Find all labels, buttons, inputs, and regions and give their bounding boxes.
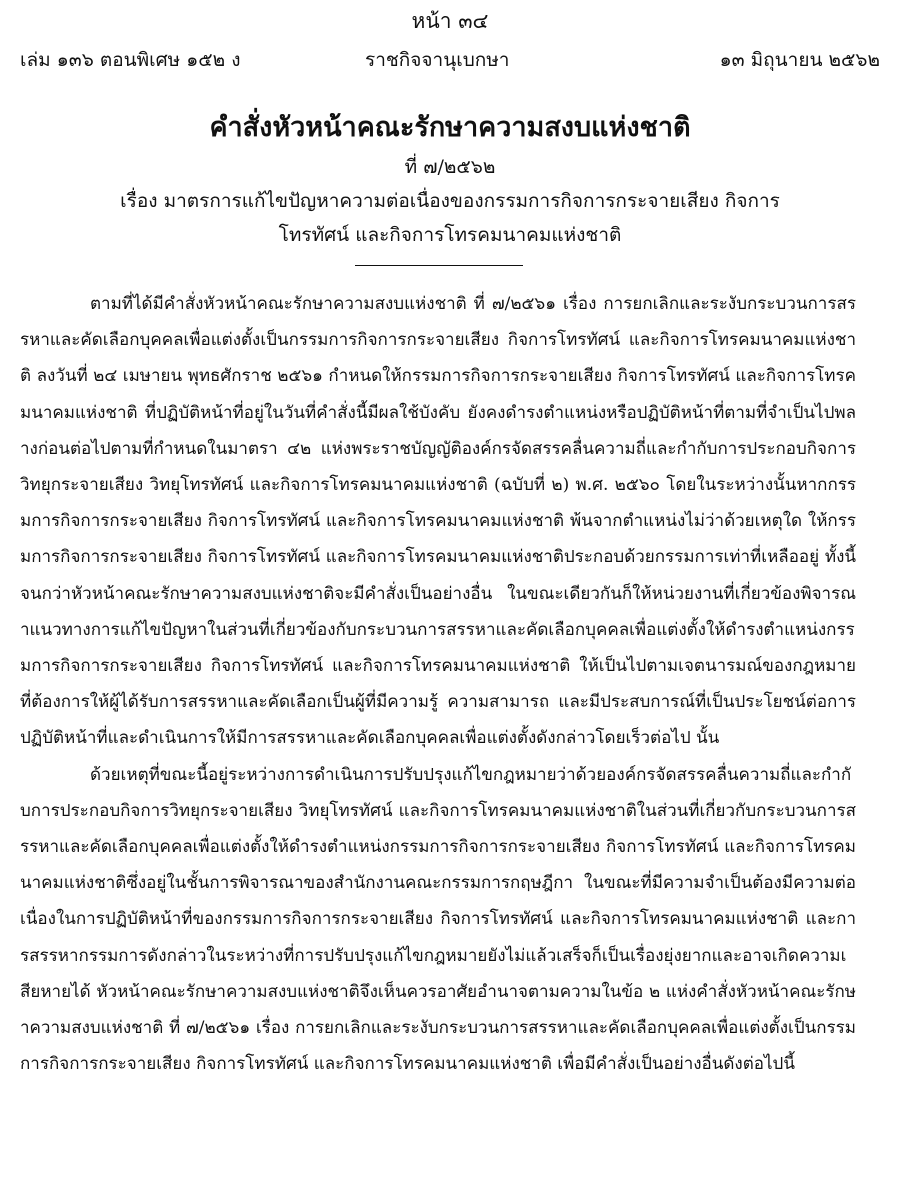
order-body (20, 286, 856, 1082)
title-divider (355, 265, 523, 266)
gazette-header (20, 44, 880, 76)
publication-date: ๑๓ มิถุนายน ๒๕๖๒ (719, 49, 880, 71)
order-number: ที่ ๗/๒๕๖๒ (404, 156, 496, 178)
body-paragraph-1: ตามที่ได้มีคำสั่งหัวหน้าคณะรักษาความสงบแห่งชาติ ที่ ๗/๒๕๖๑ เรื่อง การยกเลิกและระงับกระบวนการสรรหาและคัดเลือกบุคคลเพื่อแต่งตั้งเป็นกรรมการกิจการกระจายเสียง กิจการโทรทัศน์ และกิจการโทรคมนาคมแห่งชาติ ลงวันที่ ๒๔ เมษายน พุทธศักราช ๒๕๖๑ กำหนดให้กรรมการกิจการกระจายเสียง กิจการโทรทัศน์ และกิจการโทรคมนาคมแห่งชาติ ที่ปฏิบัติหน้าที่อยู่ในวันที่คำสั่งนี้มีผลใช้บังคับ ยังคงดำรงตำแหน่งหรือปฏิบัติหน้าที่ตามที่จำเป็นไปพลางก่อนต่อไปตามที่กำหนดในมาตรา ๔๒ แห่งพระราชบัญญัติองค์กรจัดสรรคลื่นความถี่และกำกับการประกอบกิจการวิทยุกระจายเสียง วิทยุโทรทัศน์ และกิจการโทรคมนาคมแห่งชาติ (ฉบับที่ ๒) พ.ศ. ๒๕๖๐ โดยในระหว่างนั้นหากกรรมการกิจการกระจายเสียง กิจการโทรทัศน์ และกิจการโทรคมนาคมแห่งชาติ พ้นจากตำแหน่งไม่ว่าด้วยเหตุใด ให้กรรมการกิจการกระจายเสียง กิจการโทรทัศน์ และกิจการโทรคมนาคมแห่งชาติประกอบด้วยกรรมการเท่าที่เหลืออยู่ ทั้งนี้ จนกว่าหัวหน้าคณะรักษาความสงบแห่งชาติจะมีคำสั่งเป็นอย่างอื่น ในขณะเดียวกันก็ให้หน่วยงานที่เกี่ยวข้องพิจารณาแนวทางการแก้ไขปัญหาในส่วนที่เกี่ยวข้องกับกระบวนการสรรหาและคัดเลือกบุคคลเพื่อแต่งตั้งให้ดำรงตำแหน่งกรรมการกิจการกระจายเสียง กิจการโทรทัศน์ และกิจการโทรคมนาคมแห่งชาติ ให้เป็นไปตามเจตนารมณ์ของกฎหมายที่ต้องการให้ผู้ได้รับการสรรหาและคัดเลือกเป็นผู้ที่มีความรู้ ความสามารถ และมีประสบการณ์ที่เป็นประโยชน์ต่อการปฏิบัติหน้าที่และดำเนินการให้มีการสรรหาและคัดเลือกบุคคลเพื่อแต่งตั้งดังกล่าวโดยเร็วต่อไป นั้น (20, 294, 856, 749)
gazette-name: ราชกิจจานุเบกษา (365, 49, 510, 71)
page-number: หน้า ๓๔ (411, 9, 489, 33)
body-paragraph-2: ด้วยเหตุที่ขณะนี้อยู่ระหว่างการดำเนินการปรับปรุงแก้ไขกฎหมายว่าด้วยองค์กรจัดสรรคลื่นความถี่และกำกับการประกอบกิจการวิทยุกระจายเสียง วิทยุโทรทัศน์ และกิจการโทรคมนาคมแห่งชาติในส่วนที่เกี่ยวกับกระบวนการสรรหาและคัดเลือกบุคคลเพื่อแต่งตั้งให้ดำรงตำแหน่งกรรมการกิจการกระจายเสียง กิจการโทรทัศน์ และกิจการโทรคมนาคมแห่งชาติซึ่งอยู่ในชั้นการพิจารณาของสำนักงานคณะกรรมการกฤษฎีกา ในขณะที่มีความจำเป็นต้องมีความต่อเนื่องในการปฏิบัติหน้าที่ของกรรมการกิจการกระจายเสียง กิจการโทรทัศน์ และกิจการโทรคมนาคมแห่งชาติ และการสรรหากรรมการดังกล่าวในระหว่างที่การปรับปรุงแก้ไขกฎหมายยังไม่แล้วเสร็จก็เป็นเรื่องยุ่งยากและอาจเกิดความเสียหายได้ หัวหน้าคณะรักษาความสงบแห่งชาติจึงเห็นควรอาศัยอำนาจตามความในข้อ ๒ แห่งคำสั่งหัวหน้าคณะรักษาความสงบแห่งชาติ ที่ ๗/๒๕๖๑ เรื่อง การยกเลิกและระงับกระบวนการสรรหาและคัดเลือกบุคคลเพื่อแต่งตั้งเป็นกรรมการกิจการกระจายเสียง กิจการโทรทัศน์ และกิจการโทรคมนาคมแห่งชาติ เพื่อมีคำสั่งเป็นอย่างอื่นดังต่อไปนี้ (20, 764, 856, 1075)
volume-issue: เล่ม ๑๓๖ ตอนพิเศษ ๑๕๒ ง (20, 49, 241, 71)
order-subject: เรื่อง มาตรการแก้ไขปัญหาความต่อเนื่องของกรรมการกิจการกระจายเสียง กิจการโทรทัศน์ และกิจการโทรคมนาคมแห่งชาติ (120, 190, 780, 246)
order-title: คำสั่งหัวหน้าคณะรักษาความสงบแห่งชาติ (209, 112, 691, 143)
